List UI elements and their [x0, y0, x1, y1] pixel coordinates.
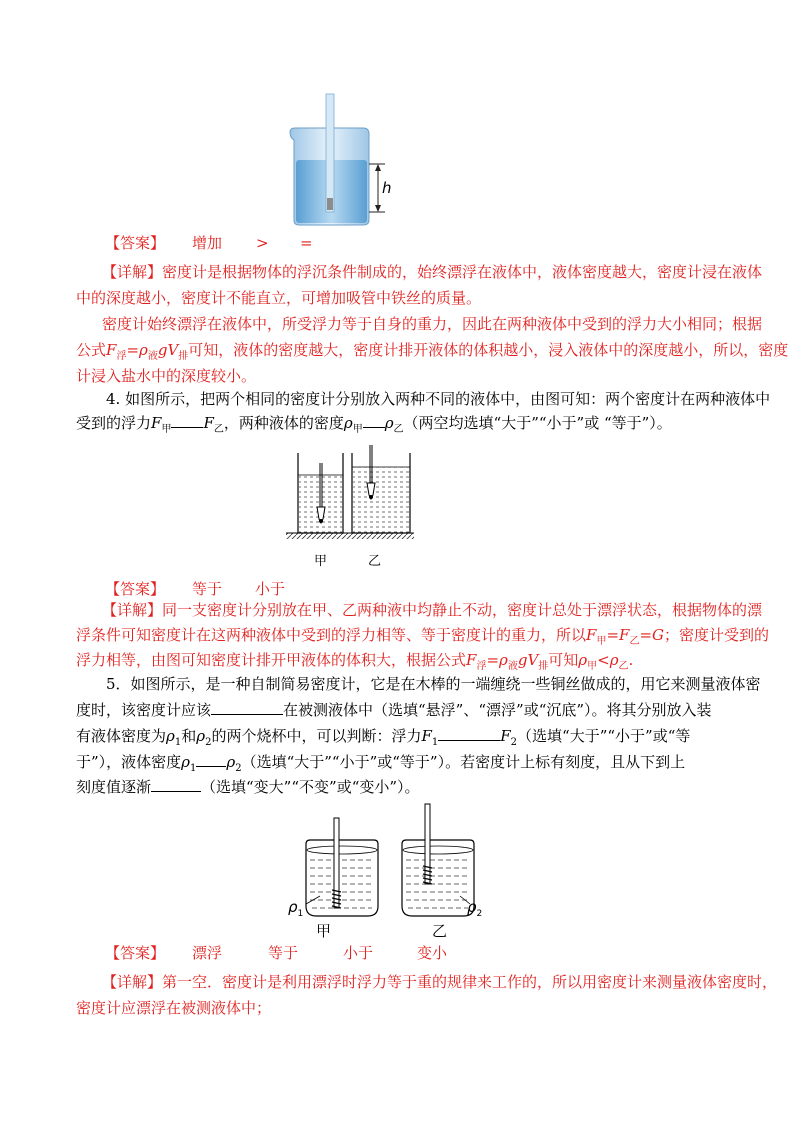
fig3-label-left: 甲 [316, 922, 332, 940]
answer-value: > [256, 234, 269, 252]
answer-tag: 【答案】 [105, 234, 166, 252]
detail-line: 【详解】密度计是根据物体的浮沉条件制成的，始终漂浮在液体中，液体密度越大，密度计浸在液体 [102, 263, 763, 281]
rho2-label: $\rho_2$ [467, 898, 483, 919]
answer-value: 漂浮 [192, 944, 223, 962]
detail-line: 【详解】第一空．密度计是利用漂浮时浮力等于重的规律来工作的，所以用密度计来测量液体密度时， [102, 973, 778, 991]
answer-value: 变小 [417, 944, 448, 962]
detail-line: 密度计应漂浮在被测液体中； [76, 999, 272, 1017]
detail-line: 浮条件可知密度计在这两种液体中受到的浮力相等、等于密度计的重力，所以$F_甲=F_乙=G$；密度计受到的 [76, 626, 770, 647]
question-5-line: 度时，该密度计应该 在被测液体中（选填“悬浮”、“漂浮”或“沉底”）。将其分别放入装 [76, 701, 712, 719]
figure-wood-hydrometers [284, 800, 494, 940]
question-5-line: 于”），液体密度$\rho_1$ $\rho_2$（选填“大于”“小于”或“等于”）。若密度计上标有刻度，且从下到上 [76, 753, 686, 774]
answer-tag: 【答案】 [105, 944, 166, 962]
question-5-line: 有液体密度为$\rho_1$和$\rho_2$的两个烧杯中，可以判断：浮力$F_1$ $F_2$（选填“大于”“小于”或“等 [76, 727, 691, 748]
answer-value: 等于 [268, 944, 299, 962]
detail-line: 计浸入盐水中的深度较小。 [76, 367, 257, 385]
height-label: h [382, 179, 392, 197]
answer-value: 增加 [192, 234, 223, 252]
answer-value: 小于 [255, 580, 286, 598]
fig3-label-right: 乙 [432, 922, 448, 940]
question-5-line: 5．如图所示，是一种自制简易密度计，它是在木棒的一端缠绕一些铜丝做成的，用它来测量液体密 [106, 675, 761, 693]
answer-value: 等于 [192, 580, 223, 598]
detail-line: 中的深度越小，密度计不能直立，可增加吸管中铁丝的质量。 [76, 289, 482, 307]
fig2-label-left: 甲 [314, 554, 328, 569]
answer-tag: 【答案】 [105, 580, 166, 598]
figure-two-hydrometers [286, 445, 416, 570]
fig2-label-right: 乙 [368, 554, 382, 569]
detail-line: 公式$F_浮=\rho_液gV_排$可知，液体的密度越大，密度计排开液体的体积越小，浸入液体中的深度越小，所以，密度 [76, 341, 789, 362]
figure-beaker-straw [285, 92, 395, 227]
question-4-line: 受到的浮力$F_甲$ $F_乙$，两种液体的密度$\rho_甲$ $\rho_乙$（两空均选填“大于”“小于”或 “等于”）。 [76, 414, 672, 435]
question-5-line: 刻度值逐渐 （选填“变大”“不变”或“变小”）。 [76, 778, 420, 796]
detail-line: 【详解】同一支密度计分别放在甲、乙两种液中均静止不动，密度计总处于漂浮状态，根据物体的漂 [102, 601, 763, 619]
rho1-label: $\rho_1$ [288, 898, 304, 919]
detail-line: 密度计始终漂浮在液体中，所受浮力等于自身的重力，因此在两种液体中受到的浮力大小相同；根据 [102, 315, 763, 333]
question-4-line: 4. 如图所示，把两个相同的密度计分别放入两种不同的液体中，由图可知：两个密度计在两种液体中 [106, 390, 771, 408]
answer-value: 小于 [343, 944, 374, 962]
answer-value: = [300, 234, 313, 252]
detail-line: 浮力相等，由图可知密度计排开甲液体的体积大，根据公式$F_浮=\rho_液gV_排$可知$\rho_甲<\rho_乙$. [76, 651, 634, 672]
